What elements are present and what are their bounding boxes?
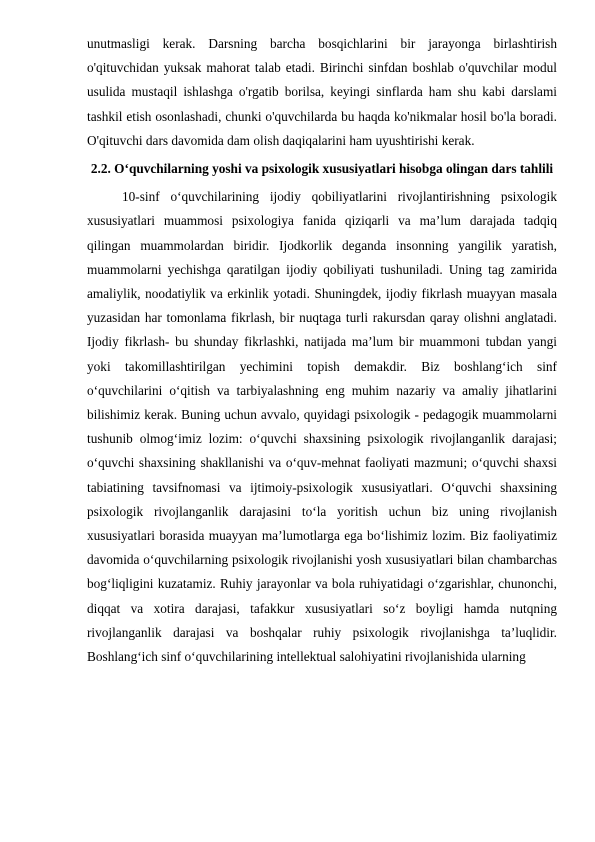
section-heading: 2.2. O‘quvchilarning yoshi va psixologik xususiyatlari hisobga olingan dars tahlili bbox=[90, 161, 554, 177]
document-page bbox=[87, 32, 557, 669]
intro-paragraph: unutmasligi kerak. Darsning barcha bosqichlarini bir jarayonga birlashtirish o'qituvchidan yuksak mahorat talab etadi. Birinchi sinfdan boshlab o'quvchilar modul usulida mustaqil ishlashga o'rgatib borilsa, keyingi sinflarda ham shu kabi darslami tashkil etish osonlashadi, chunki o'quvchilarda bu haqda ko'nikmalar hosil bo'la boradi. O'qituvchi dars davomida dam olish daqiqalarini ham uyushtirishi kerak. bbox=[87, 36, 557, 148]
body-paragraph: 10-sinf o‘quvchilarining ijodiy qobiliyatlarini rivojlantirishning psixologik xususiyatlari muammosi psixologiya fanida qiziqarli va ma’lum darajada tadqiq qilingan muammolardan biridir. Ijodkorlik deganda insonning yangilik yaratish, muammolarni yechishga qaratilgan ijodiy qobiliyati tushuniladi. Uning tag zamirida amaliylik, noodatiylik va erkinlik yotadi. Shuningdek, ijodiy fikrlash muayyan masala yuzasidan har tomonlama fikrlash, bir nuqtaga turli rakursdan qaray olishni anglatadi. Ijodiy fikrlash- bu shunday fikrlashki, natijada ma’lum bir muammoni tubdan yangi yoki takomillashtirilgan yechimini topish demakdir. Biz boshlang‘ich sinf o‘quvchilarini o‘qitish va tarbiyalashning eng muhim nazariy va amaliy jihatlarini bilishimiz kerak. Buning uchun avvalo, quyidagi psixologik - pedagogik muammolarni tushunib olmog‘imiz lozim: o‘quvchi shaxsining psixologik rivojlanganlik darajasi; o‘quvchi shaxsining shakllanishi va o‘quv-mehnat faoliyati mazmuni; o‘quvchi shaxsi tabiatining tavsifnomasi va ijtimoiy-psixologik xususiyatlari. O‘quvchi shaxsining psixologik rivojlanganlik darajasini to‘la yoritish uchun biz uning rivojlanish xususiyatlari borasida muayyan ma’lumotlarga ega bo‘lishimiz lozim. Biz faoliyatimiz davomida o‘quvchilarning psixologik rivojlanishi yosh xususiyatlari bilan chambarchas bog‘liqligini kuzatamiz. Ruhiy jarayonlar va bola ruhiyatidagi o‘zgarishlar, chunonchi, diqqat va xotira darajasi, tafakkur xususiyatlari so‘z boyligi hamda nutqning rivojlanganlik darajasi va boshqalar ruhiy psixologik rivojlanishga ta’luqlidir. Boshlang‘ich sinf o‘quvchilarining intellektual salohiyatini rivojlanishida ularning bbox=[87, 189, 557, 665]
